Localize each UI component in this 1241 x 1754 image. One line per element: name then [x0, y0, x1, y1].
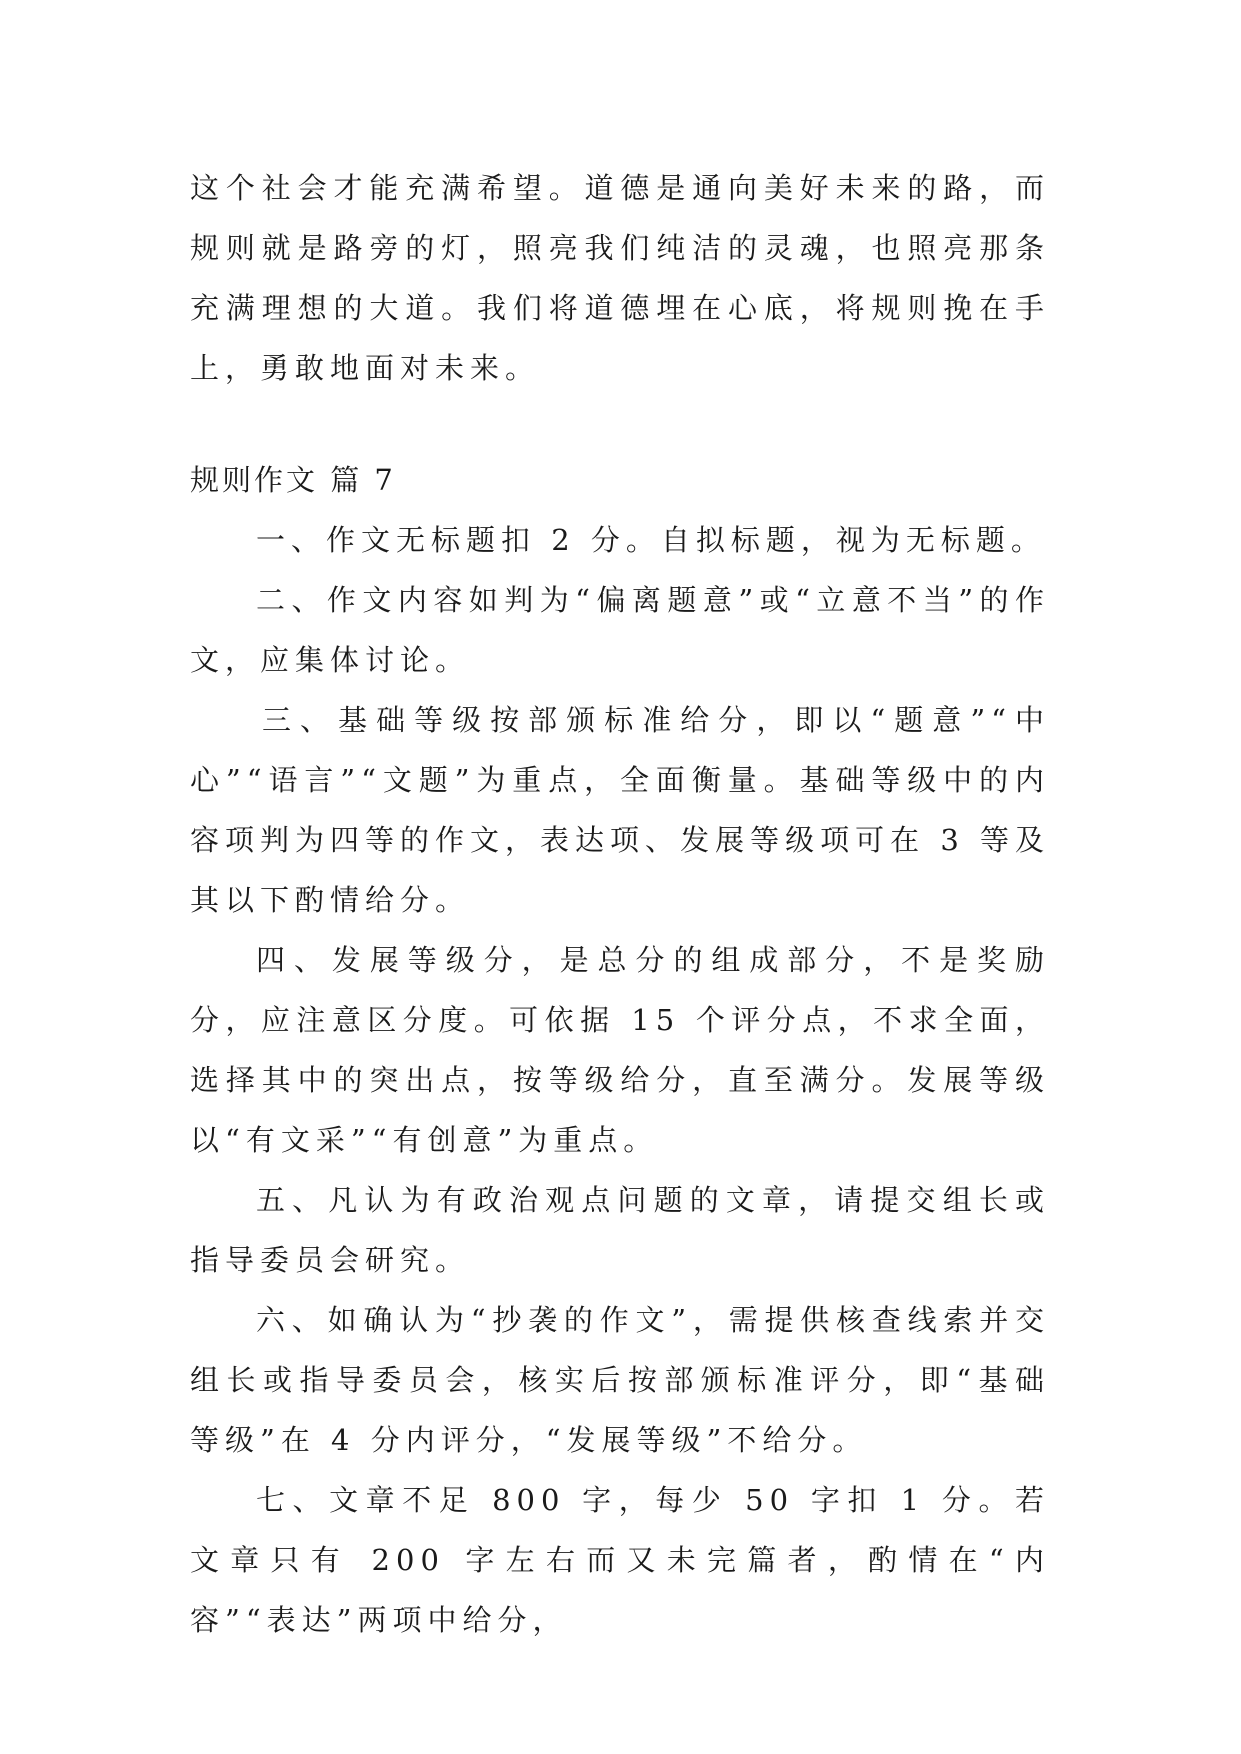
- rule-item-2: 二、作文内容如判为“偏离题意”或“立意不当”的作文，应集体讨论。: [190, 583, 1050, 677]
- intro-paragraph: 这个社会才能充满希望。道德是通向美好未来的路，而规则就是路旁的灯，照亮我们纯洁的灵魂，也照亮那条充满理想的大道。我们将道德埋在心底，将规则挽在手上，勇敢地面对未来。: [190, 171, 1050, 385]
- rule-item-1: 一、作文无标题扣 2 分。自拟标题，视为无标题。: [256, 523, 1046, 557]
- rule-item-7: 七、文章不足 800 字，每少 50 字扣 1 分。若文章只有 200 字左右而又未完篇者，酌情在“内容”“表达”两项中给分，: [190, 1483, 1050, 1637]
- section-heading: 规则作文 篇 7: [190, 463, 396, 497]
- rule-item-4: 四、发展等级分，是总分的组成部分，不是奖励分，应注意区分度。可依据 15 个评分点，不求全面，选择其中的突出点，按等级给分，直至满分。发展等级以“有文采”“有创意”为重点。: [190, 943, 1050, 1157]
- rule-item-6: 六、如确认为“抄袭的作文”，需提供核查线索并交组长或指导委员会，核实后按部颁标准评分，即“基础等级”在 4 分内评分，“发展等级”不给分。: [190, 1303, 1050, 1457]
- rule-item-3: 三、基础等级按部颁标准给分，即以“题意”“中心”“语言”“文题”为重点，全面衡量。基础等级中的内容项判为四等的作文，表达项、发展等级项可在 3 等及其以下酌情给分。: [190, 703, 1050, 917]
- rule-item-5: 五、凡认为有政治观点问题的文章，请提交组长或指导委员会研究。: [190, 1183, 1050, 1277]
- document-body: [190, 158, 1050, 1650]
